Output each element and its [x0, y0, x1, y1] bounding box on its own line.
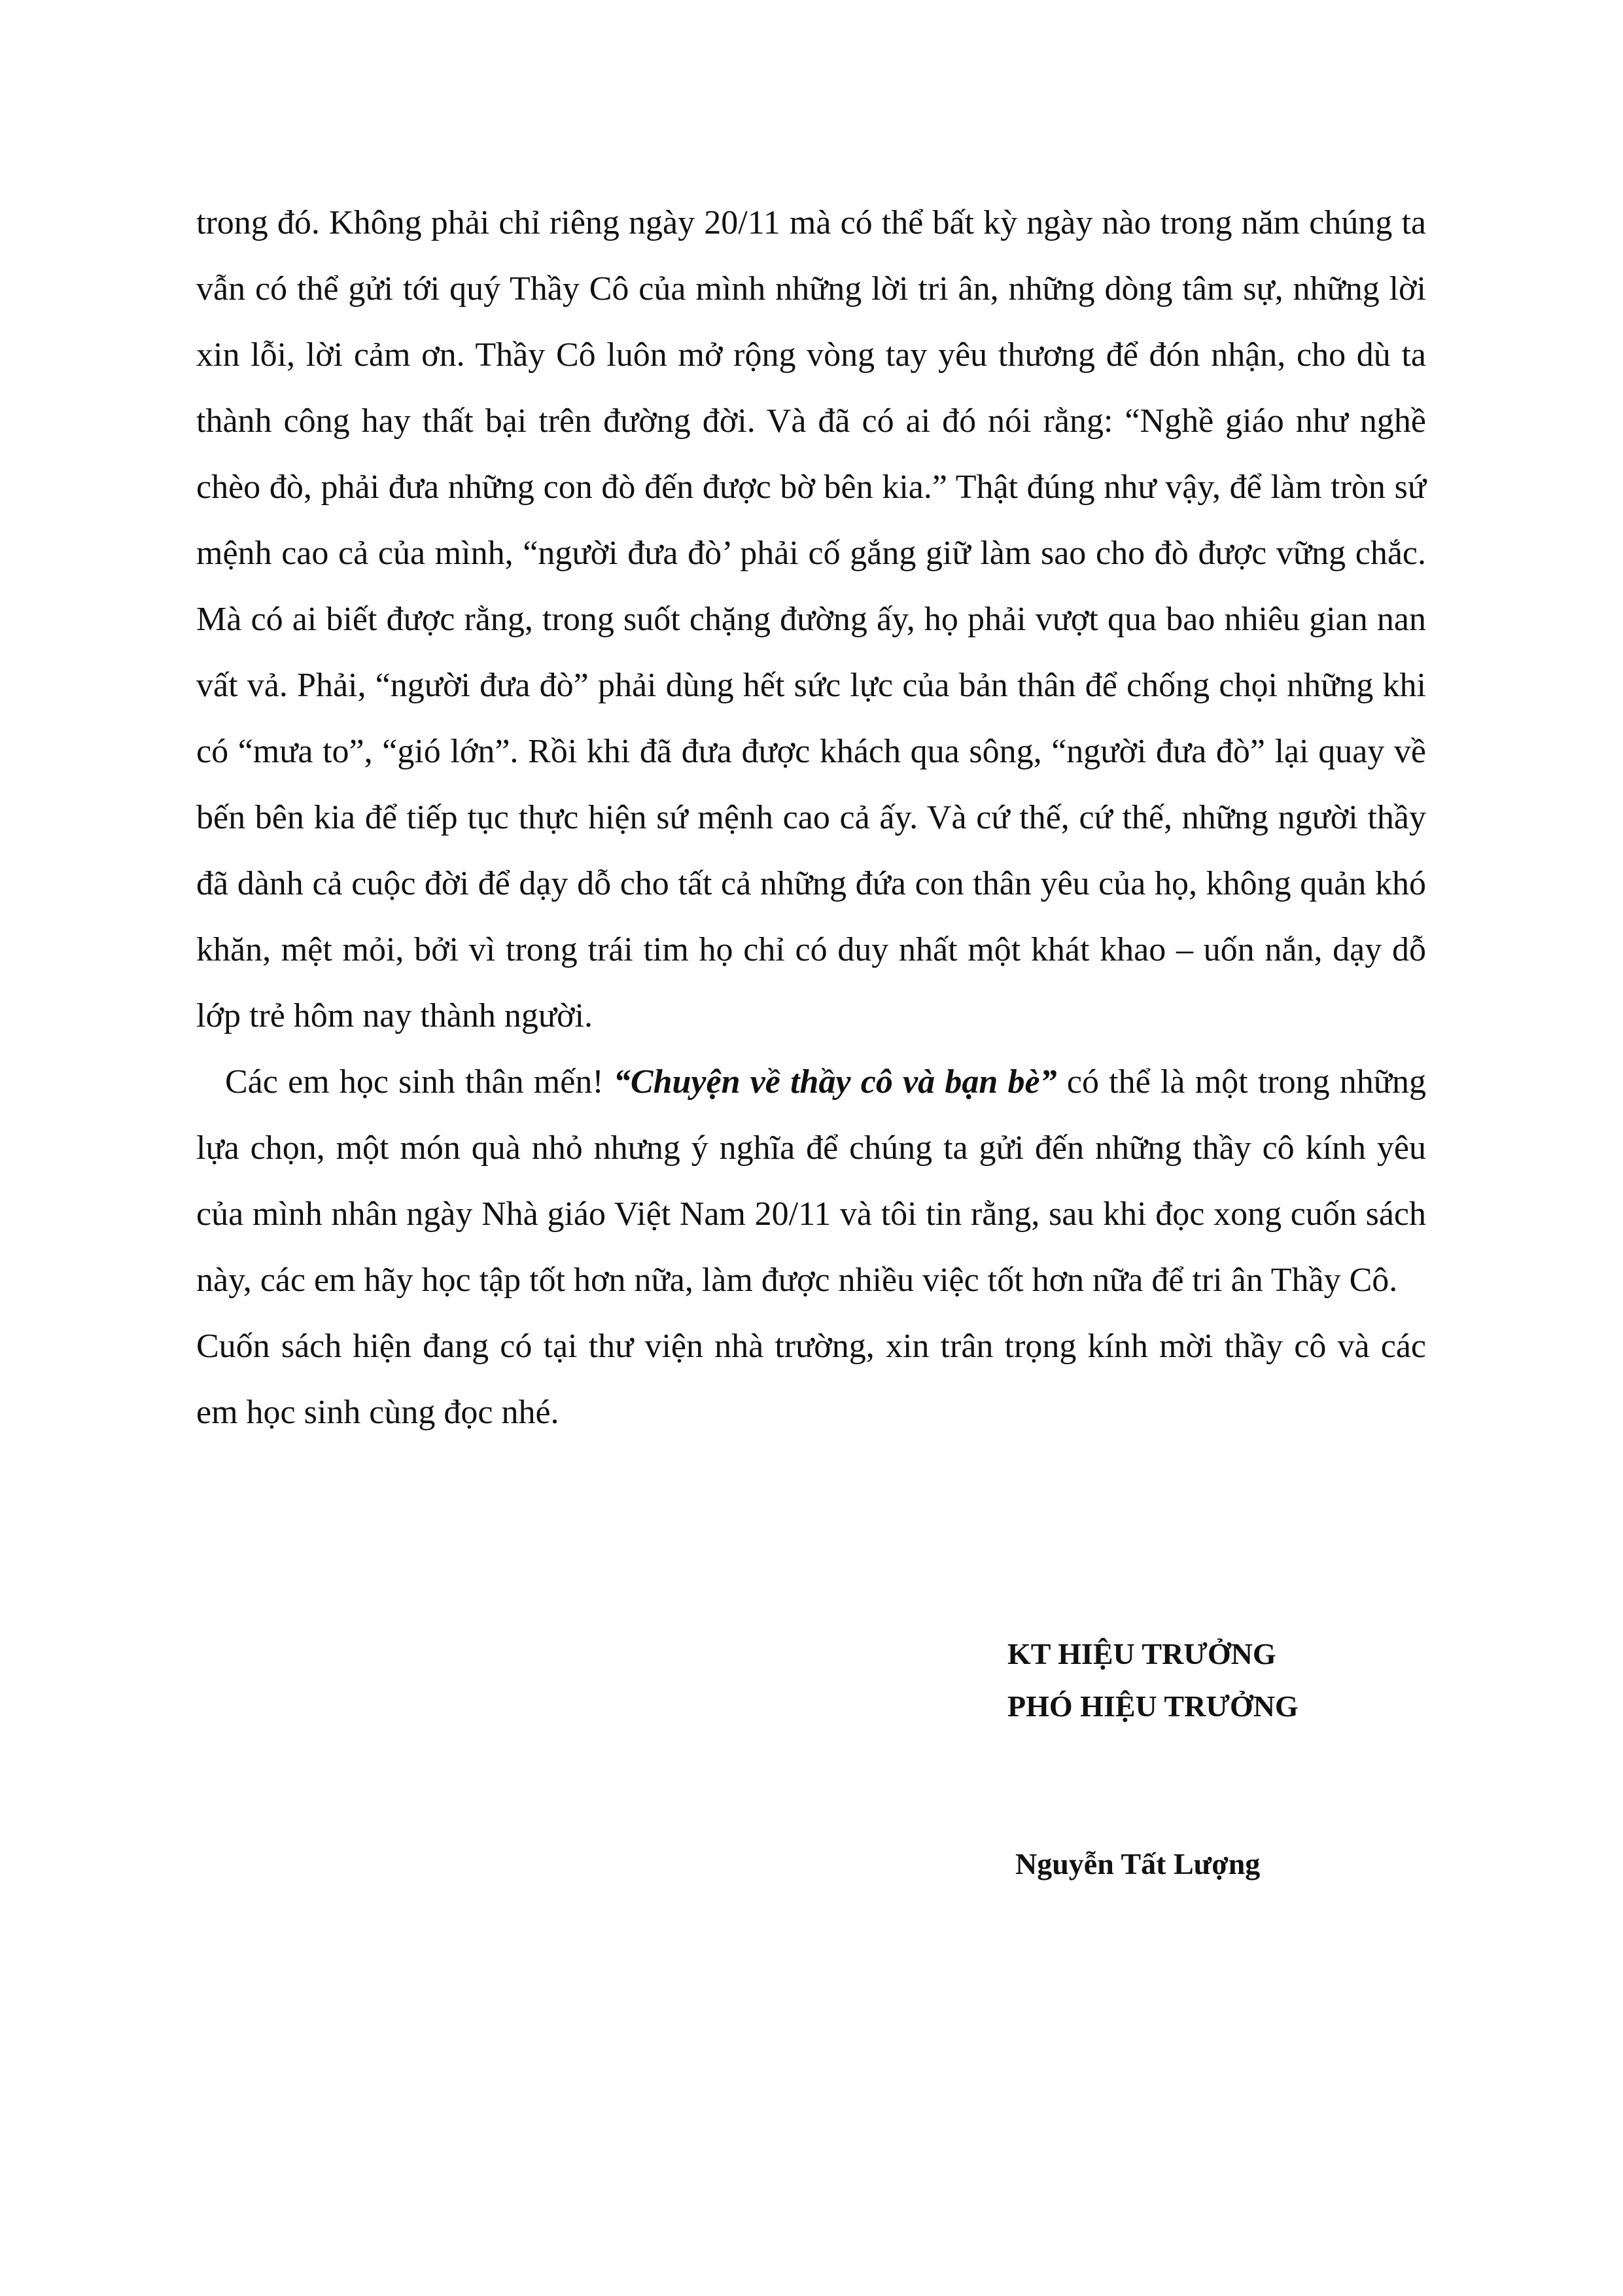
paragraph-1: trong đó. Không phải chỉ riêng ngày 20/11 mà có thể bất kỳ ngày nào trong năm chúng ta vẫn có thể gửi tới quý Thầy Cô của mình những lời tri ân, những dòng tâm sự, những lời xin lỗi, lời cảm ơn. Thầy Cô luôn mở rộng vòng tay yêu thương để đón nhận, cho dù ta thành công hay thất bại trên đường đời. Và đã có ai đó nói rằng: “Nghề giáo như nghề chèo đò, phải đưa những con đò đến được bờ bên kia.” Thật đúng như vậy, để làm tròn sứ mệnh cao cả của mình, “người đưa đò’ phải cố gắng giữ làm sao cho đò được vững chắc. Mà có ai biết được rằng, trong suốt chặng đường ấy, họ phải vượt qua bao nhiêu gian nan vất vả. Phải, “người đưa đò” phải dùng hết sức lực của bản thân để chống chọi những khi có “mưa to”, “gió lớn”. Rồi khi đã đưa được khách qua sông, “người đưa đò” lại quay về bến bên kia để tiếp tục thực hiện sứ mệnh cao cả ấy. Và cứ thế, cứ thế, những người thầy đã dành cả cuộc đời để dạy dỗ cho tất cả những đứa con thân yêu của họ, không quản khó khăn, mệt mỏi, bởi vì trong trái tim họ chỉ có duy nhất một khát khao – uốn nắn, dạy dỗ lớp trẻ hôm nay thành người.	[196, 204, 1426, 1034]
paragraph-2	[196, 1049, 1426, 1313]
signature-block	[1007, 1628, 1374, 1733]
body-text	[196, 190, 1426, 1445]
signature-title-1: KT HIỆU TRƯỞNG	[1007, 1637, 1276, 1670]
book-title: “Chuyện về thầy cô và bạn bè”	[613, 1063, 1057, 1101]
paragraph-3: Cuốn sách hiện đang có tại thư viện nhà trường, xin trân trọng kính mời thầy cô và các em học sinh cùng đọc nhé.	[196, 1328, 1426, 1431]
paragraph-2-intro: Các em học sinh thân mến!	[225, 1063, 614, 1101]
paragraph-2-rest: có thể là một trong những lựa chọn, một món quà nhỏ nhưng ý nghĩa để chúng ta gửi đến những thầy cô kính yêu của mình nhân ngày Nhà giáo Việt Nam 20/11 và tôi tin rằng, sau khi đọc xong cuốn sách này, các em hãy học tập tốt hơn nữa, làm được nhiều việc tốt hơn nữa để tri ân Thầy Cô.	[196, 1063, 1426, 1299]
signature-title-2: PHÓ HIỆU TRƯỞNG	[1007, 1689, 1299, 1723]
signer-name: Nguyễn Tất Lượng	[1015, 1847, 1261, 1881]
